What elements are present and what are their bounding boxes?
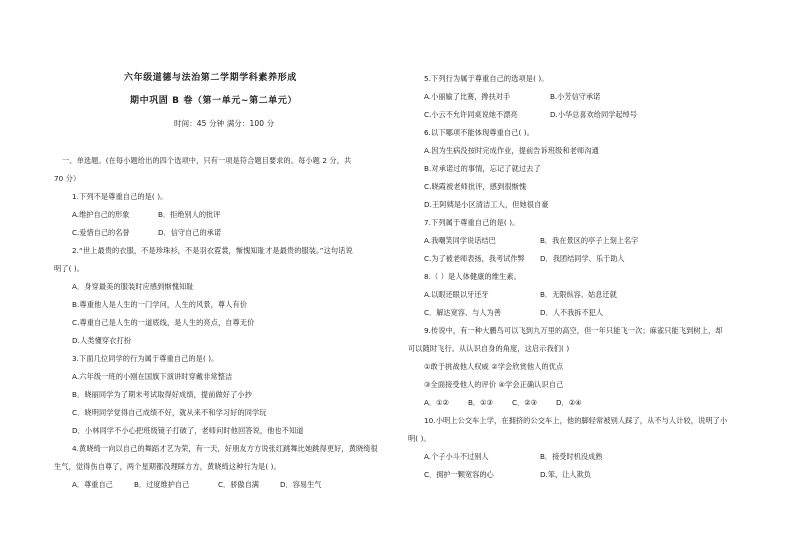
question-9-option-c[interactable]: C．②③: [512, 398, 538, 407]
question-3-option-d[interactable]: D．小林同学不小心把班级镜子打破了，老师问时他回答说，他也不知道: [72, 426, 304, 435]
question-9-statements-1: ①敢于挑战他人权威 ②学会欣赏他人的优点: [424, 362, 564, 371]
question-2-option-a[interactable]: A．身穿最美的服装时应感到惭愧知耻: [72, 282, 194, 291]
question-10-option-a[interactable]: A.个子小斗不过别人: [424, 452, 489, 461]
question-10-option-d[interactable]: D.笨，让人欺负: [540, 470, 591, 479]
question-3-option-b[interactable]: B．晓丽同学为了期末考试取得好成绩，提前做好了小抄: [72, 390, 252, 399]
question-9-stem: 9.传说中，有一种大鹏鸟可以飞到九万里的高空，但一年只能飞一次；麻雀只能飞到树上，却: [424, 326, 723, 335]
question-9-option-a[interactable]: A．①②: [424, 398, 449, 407]
question-4-stem: 4.黄晓绮一向以自己的舞蹈才艺为荣，有一天，好朋友方方说张红跳舞比她跳得更好，黄晓绮很: [72, 444, 378, 453]
question-3-option-a[interactable]: A.六年级一班的小刚在国旗下演讲时穿戴非常整洁: [72, 372, 233, 381]
question-2-option-c[interactable]: C.尊重自己是人生的一道底线，是人生的亮点，自尊无价: [72, 318, 255, 327]
exam-title-line1: 六年级道德与法治第二学期学科素养形成: [124, 73, 297, 83]
question-2-stem-cont: 明了( )。: [54, 264, 85, 273]
question-8-stem: 8.（ ）是人体健康的维生素。: [424, 272, 521, 281]
question-10-option-c[interactable]: C．拥护一颗宽容的心: [424, 470, 494, 479]
section-heading: 一、单选题。(在每小题给出的四个选项中，只有一项是符合题目要求的。每小题 2 分，共: [62, 156, 352, 165]
question-3-option-c[interactable]: C．晓明同学觉得自己成绩不好，就从来不和学习好的同学玩: [72, 408, 267, 417]
question-10-stem-cont: 明( )。: [408, 434, 431, 443]
question-6-option-a[interactable]: A.因为生病没按时完成作业，提前告诉班级和老师沟通: [424, 146, 599, 155]
question-4-option-a[interactable]: A．尊重自己: [72, 480, 113, 489]
question-2-option-b[interactable]: B.尊重他人是人生的一门学问，人生的风景，尊人有价: [72, 300, 248, 309]
exam-meta: 时间：45 分钟 满分：100 分: [174, 119, 275, 128]
question-5-option-c[interactable]: C.小云不允许同桌说她不漂亮: [424, 110, 518, 119]
question-1-option-d[interactable]: D．信守自己的承诺: [158, 228, 222, 237]
question-6-option-b[interactable]: B.对承诺过的事情，忘记了就过去了: [424, 164, 541, 173]
question-6-option-c[interactable]: C.晓霞被老师批评，感到很惭愧: [424, 182, 527, 191]
question-5-option-b[interactable]: B.小芳信守承诺: [550, 92, 601, 101]
question-8-option-b[interactable]: B．无限纵容、姑息迁就: [540, 290, 617, 299]
question-8-option-a[interactable]: A.以眼还眼以牙还牙: [424, 290, 489, 299]
question-7-option-a[interactable]: A.我嘲笑同学说话结巴: [424, 236, 496, 245]
section-heading-cont: 70 分）: [54, 174, 81, 183]
question-9-stem-cont: 可以随时飞行。从认识自身的角度，这启示我们( ): [408, 344, 570, 353]
question-1-option-b[interactable]: B．拒绝别人的批评: [158, 210, 221, 219]
question-8-option-c[interactable]: C．解达宽容、与人为善: [424, 308, 501, 317]
question-9-statements-2: ③全面接受他人的评价 ④学会正确认识自己: [424, 380, 564, 389]
question-6-stem: 6.以下哪项不能体现尊重自己( )。: [424, 128, 534, 137]
question-5-option-a[interactable]: A.小丽输了比赛，搀扶对手: [424, 92, 511, 101]
question-5-option-d[interactable]: D.小华总喜欢给同学起绰号: [550, 110, 637, 119]
question-2-stem: 2.“世上最贵的衣服，不是珍珠衫，不是羽衣霓裳，惭愧知耻才是最贵的服装。”这句话说: [72, 246, 353, 255]
question-1-option-c[interactable]: C.爱惜自己的名誉: [72, 228, 130, 237]
question-6-option-d[interactable]: D.王阿姨是小区清洁工人，但她很自豪: [424, 200, 549, 209]
question-1-stem: 1.下列不是尊重自己的是( )。: [72, 192, 168, 201]
question-9-option-b[interactable]: B．①③: [468, 398, 494, 407]
question-1-option-a[interactable]: A.维护自己的形象: [72, 210, 130, 219]
question-4-option-c[interactable]: C．骄傲自满: [218, 480, 259, 489]
exam-title-line2: 期中巩固 B 卷（第一单元~第二单元）: [130, 96, 298, 106]
question-4-option-b[interactable]: B．过度维护自己: [134, 480, 190, 489]
question-10-option-b[interactable]: B．接受时机没成熟: [540, 452, 603, 461]
question-5-stem: 5.下列行为属于尊重自己的选项是( )。: [424, 74, 549, 83]
question-7-option-c[interactable]: C.为了被老师表扬，我考试作弊: [424, 254, 525, 263]
question-10-stem: 10.小明上公交车上学，在拥挤的公交车上，他的脚轻常被别人踩了，从不与人计较，说明了小: [424, 416, 728, 425]
question-9-option-d[interactable]: D．②④: [556, 398, 582, 407]
question-7-option-d[interactable]: D．我团结同学、乐于助人: [540, 254, 625, 263]
question-7-option-b[interactable]: B．我在景区的亭子上刻上名字: [540, 236, 639, 245]
question-4-stem-cont: 生气，觉得伤自尊了，两个星期都没理睬方方，黄晓绮这种行为是( )。: [54, 462, 281, 471]
question-3-stem: 3.下面几位同学的行为属于尊重自己的是( )。: [72, 354, 219, 363]
question-8-option-d[interactable]: D．人不我拆不犯人: [540, 308, 604, 317]
question-4-option-d[interactable]: D．容易生气: [280, 480, 322, 489]
question-7-stem: 7.下列属于尊重自己的是( )。: [424, 218, 520, 227]
question-2-option-d[interactable]: D.人类懂穿衣打扮: [72, 336, 132, 345]
